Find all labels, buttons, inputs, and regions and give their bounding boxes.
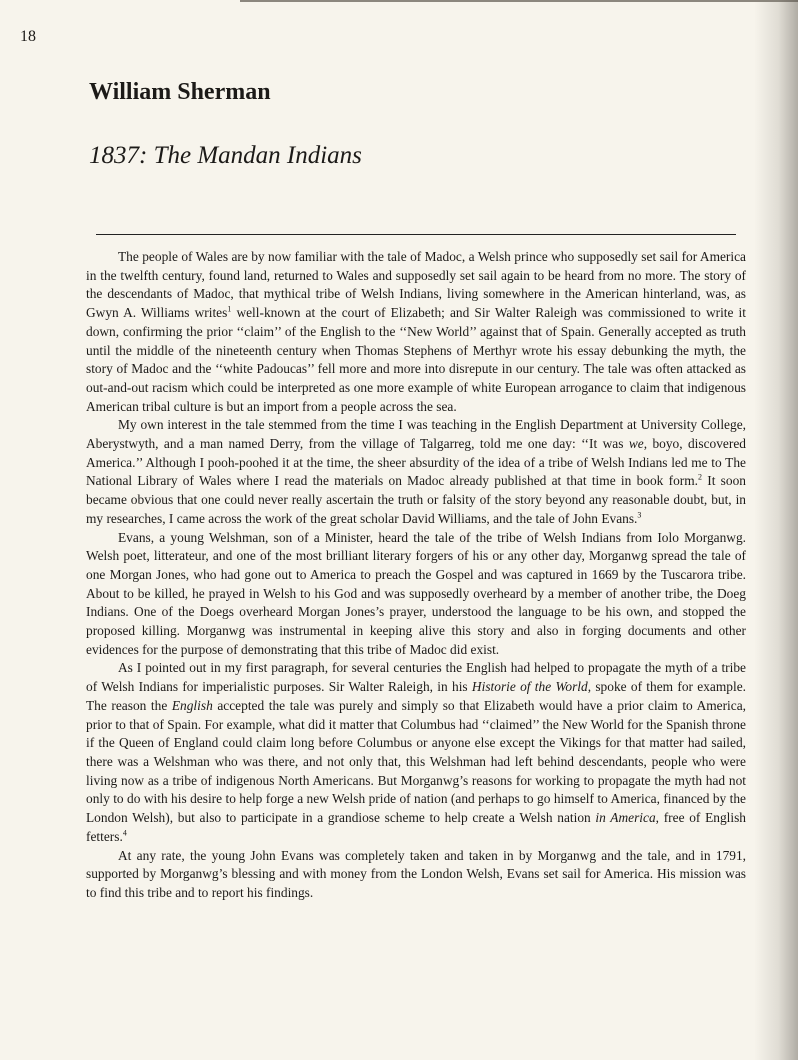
italic-text: Historie of the World bbox=[471, 679, 588, 695]
article-body bbox=[86, 248, 746, 903]
body-paragraph bbox=[86, 416, 746, 528]
paragraph-text: The people of Wales are by now familiar with the tale of Madoc, a Welsh prince who supposedly set sail for America in the twelfth century, found land, returned to Wales and supposedly set sail again to be heard from no more. The story of the descendants of Madoc, that mythical tribe of Welsh Indians, living somewhere in the American hinterland, was, as Gwyn A. Williams writes bbox=[86, 249, 746, 321]
paragraph-text: Evans, a young Welshman, son of a Minister, heard the tale of the tribe of Welsh Indians from Iolo Morganwg. Welsh poet, litterateur, and one of the most brilliant literary forgers of his or any other day, Morganwg spread the tale of one Morgan Jones, who had gone out to America to preach the Gospel and was captured in 1669 by the Tuscarora tribe. About to be killed, he prayed in Welsh to his God and was supposedly overheard by a member of another tribe, the Doeg Indians. One of the Doegs overheard Morgan Jones’s prayer, understood the language to be his own, and stopped the proposed killing. Morganwg was instrumental in keeping alive this story and also in forging documents and other evidences for the purpose of demonstrating that this tribe of Madoc did exist. bbox=[86, 529, 746, 657]
page-number: 18 bbox=[20, 28, 36, 45]
body-paragraph bbox=[86, 659, 746, 846]
paragraph-text: As I pointed out in my first paragraph, for several centuries the English had helped to propagate the myth of a tribe of Welsh Indians for imperialistic purposes. Sir Walter Raleigh, in his bbox=[86, 660, 746, 695]
article-title: 1837: The Mandan Indians bbox=[89, 142, 362, 169]
body-paragraph bbox=[86, 529, 746, 660]
paragraph-text: well-known at the court of Elizabeth; and Sir Walter Raleigh was commissioned to write it down, confirming the prior ‘‘claim’’ of the English to the ‘‘New World’’ against that of Spain. Generally accepted as truth until the middle of the nineteenth century when Thomas Stephens of Merthyr wrote his essay debunking the myth, the story of Madoc and the ‘‘white Padoucas’’ fell more and more into disrepute in our century. The tale was often attacked as out-and-out racism which could be interpreted as one more example of white European arrogance to claim that indigenous American tribal culture is but an import from a people across the sea. bbox=[86, 305, 746, 414]
italic-text: in America bbox=[595, 810, 656, 826]
body-paragraph bbox=[86, 847, 746, 903]
paragraph-text: At any rate, the young John Evans was completely taken and taken in by Morganwg and the tale, and in 1791, supported by Morganwg’s blessing and with money from the London Welsh, Evans set sail for America. His mission was to find this tribe and to report his findings. bbox=[86, 847, 746, 900]
author-name: William Sherman bbox=[89, 79, 271, 105]
page-gutter-shadow bbox=[754, 0, 798, 1060]
paragraph-text: , spoke of them for example. The reason the bbox=[86, 679, 746, 713]
italic-text: English bbox=[171, 697, 213, 713]
footnote-marker: 4 bbox=[122, 828, 127, 838]
italic-text: we bbox=[628, 436, 644, 452]
paragraph-text: , free of English fetters. bbox=[86, 810, 746, 844]
page-top-edge bbox=[240, 0, 798, 2]
footnote-marker: 3 bbox=[637, 510, 642, 520]
paragraph-text: accepted the tale was purely and simply so that Elizabeth would have a prior claim to America, prior to that of Spain. For example, what did it matter that Columbus had ‘‘claimed’’ the New World for the Spanish throne if the Queen of England could claim long before Columbus or anyone else except the Vikings for that matter had sailed, there was a Welshman who was there, and not only that, this Welshman had left behind descendants, people who were living now as a tribe of indigenous North Americans. But Morganwg’s reasons for working to propagate the myth had not only to do with his desire to help forge a new Welsh pride of nation (and perhaps to go himself to America, financed by the London Welsh), but also to participate in a grandiose scheme to help create a Welsh nation bbox=[86, 697, 747, 826]
paragraph-text: It soon became obvious that one could never really ascertain the truth or falsity of the story beyond any reasonable doubt, but, in my researches, I came across the work of the great scholar David Williams, and the tale of John Evans. bbox=[86, 473, 746, 526]
footnote-marker: 2 bbox=[697, 472, 702, 482]
footnote-marker: 1 bbox=[227, 304, 232, 314]
paragraph-text: , boyo, discovered America.’’ Although I pooh-poohed it at the time, the sheer absurdity of the idea of a tribe of Welsh Indians led me to The National Library of Wales where I read the materials on Madoc already published at that time in book form. bbox=[86, 436, 746, 489]
paragraph-text: My own interest in the tale stemmed from the time I was teaching in the English Department at University College, Aberystwyth, and a man named Derry, from the village of Talgarreg, told me one day: ‘‘It was bbox=[86, 417, 746, 452]
body-paragraph bbox=[86, 248, 746, 416]
title-divider-rule bbox=[96, 234, 736, 235]
